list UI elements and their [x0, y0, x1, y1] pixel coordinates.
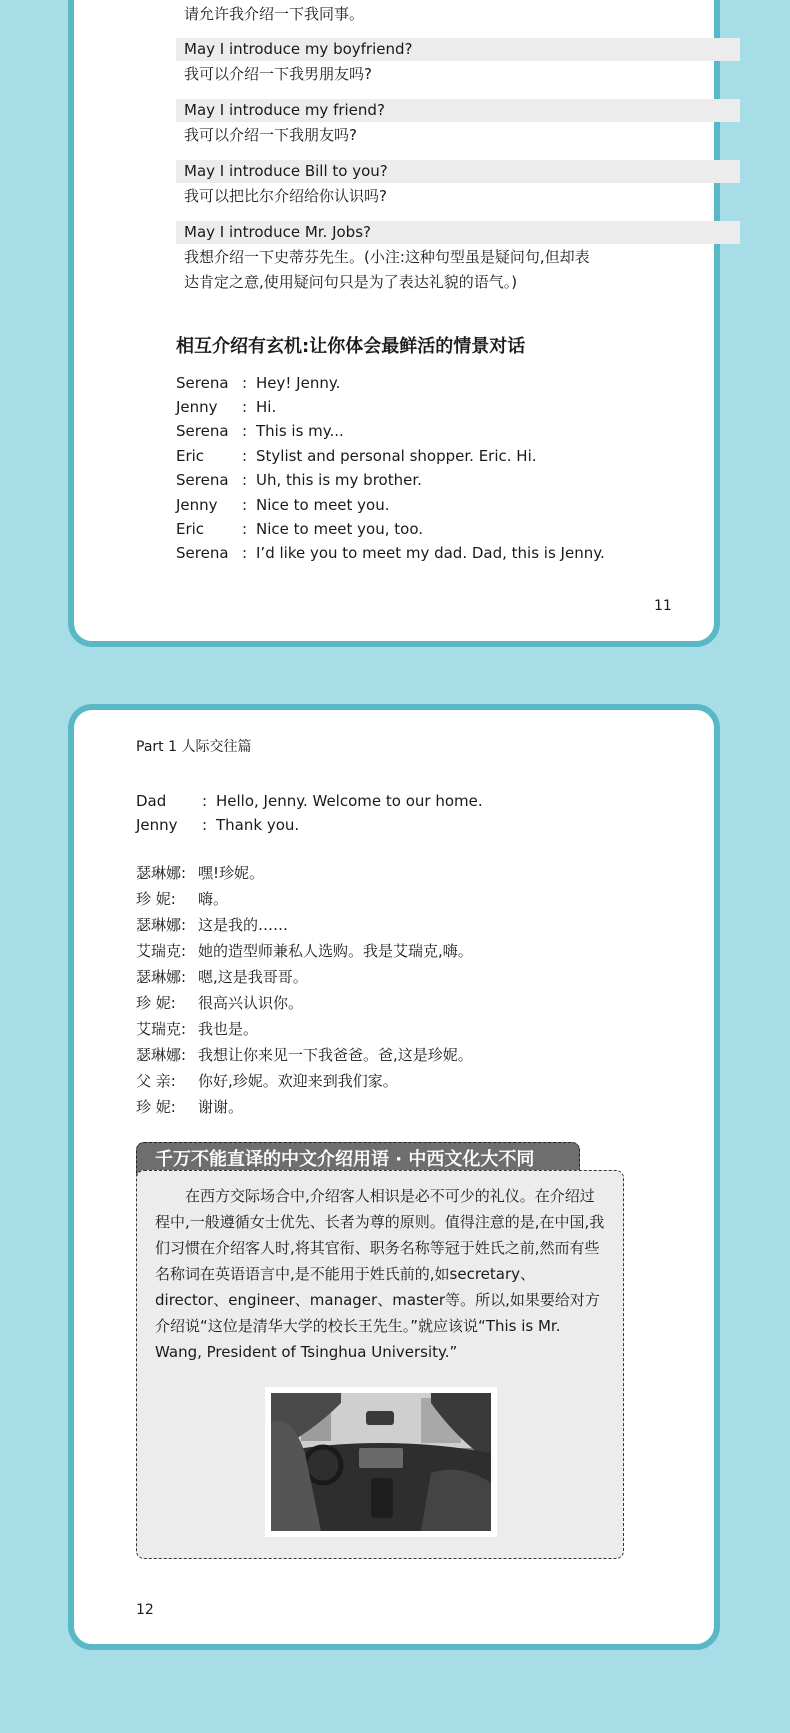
page-number: 11: [654, 598, 672, 614]
phrase-zh: 我可以把比尔介绍给你认识吗?: [184, 187, 387, 205]
page-number: 12: [136, 1602, 154, 1618]
colon: :: [242, 422, 248, 440]
colon: :: [202, 816, 208, 834]
line: Hey! Jenny.: [256, 374, 341, 392]
line: 我想让你来见一下我爸爸。爸,这是珍妮。: [198, 1046, 473, 1064]
speaker: Eric: [176, 520, 205, 538]
translation-row: [136, 1094, 243, 1120]
colon: :: [242, 496, 248, 514]
speaker: Serena: [176, 422, 229, 440]
phrase-en: May I introduce my friend?: [176, 99, 740, 122]
speaker: 艾瑞克:: [136, 1020, 187, 1038]
phrase-en: May I introduce Bill to you?: [176, 160, 740, 183]
line: I’d like you to meet my dad. Dad, this is Jenny.: [256, 544, 605, 562]
speaker: 瑟琳娜:: [136, 916, 187, 934]
translation-row: [136, 1042, 473, 1068]
photo-graphic: [271, 1393, 491, 1531]
speaker: Serena: [176, 471, 229, 489]
speaker: Serena: [176, 374, 229, 392]
phrase-zh: 我可以介绍一下我朋友吗?: [184, 126, 357, 144]
phrase-zh: 我可以介绍一下我男朋友吗?: [184, 65, 372, 83]
colon: :: [242, 374, 248, 392]
colon: :: [202, 792, 208, 810]
colon: :: [242, 398, 248, 416]
tip-title: 千万不能直译的中文介绍用语 · 中西文化大不同: [136, 1142, 580, 1176]
phrase-zh: 我想介绍一下史蒂芬先生。(小注:这种句型虽是疑问句,但却表: [184, 248, 590, 266]
line: 嗯,这是我哥哥。: [198, 968, 308, 986]
line: 嘿!珍妮。: [198, 864, 265, 882]
speaker: 瑟琳娜:: [136, 968, 187, 986]
phrase-en: May I introduce my boyfriend?: [176, 38, 740, 61]
line: Hi.: [256, 398, 277, 416]
line: This is my...: [256, 422, 344, 440]
line: Thank you.: [216, 816, 300, 834]
line: 嗨。: [198, 890, 229, 908]
speaker: 父 亲:: [136, 1072, 176, 1090]
translation-row: [136, 886, 228, 912]
line: 她的造型师兼私人选购。我是艾瑞克,嗨。: [198, 942, 473, 960]
speaker: 珍 妮:: [136, 1098, 176, 1116]
tip-paragraph: 在西方交际场合中,介绍客人相识是必不可少的礼仪。在介绍过程中,一般遵循女士优先、长者为尊的原则。值得注意的是,在中国,我们习惯在介绍客人时,将其官衔、职务名称等冠于姓氏之前,然而有些名称词在英语语言中,是不能用于姓氏前的,如secretary、director、engineer、manager、master等。所以,如果要给对方介绍说“这位是清华大学的校长王先生。”就应该说“This is Mr. Wang, President of Tsinghua University.”: [155, 1187, 605, 1361]
translation-row: [136, 990, 303, 1016]
speaker: 瑟琳娜:: [136, 864, 187, 882]
line: 你好,珍妮。欢迎来到我们家。: [198, 1072, 398, 1090]
translation-row: [136, 912, 288, 938]
speaker: Dad: [136, 792, 167, 810]
line: Uh, this is my brother.: [256, 471, 422, 489]
running-header: Part 1 人际交往篇: [136, 739, 252, 755]
car-interior-photo: [265, 1387, 497, 1537]
translation-row: [136, 964, 308, 990]
phrase-en: May I introduce Mr. Jobs?: [176, 221, 740, 244]
line: Hello, Jenny. Welcome to our home.: [216, 792, 483, 810]
page-11: [68, 0, 720, 647]
line: Stylist and personal shopper. Eric. Hi.: [256, 447, 537, 465]
speaker: Jenny: [136, 816, 178, 834]
line: 谢谢。: [198, 1098, 244, 1116]
line: 很高兴认识你。: [198, 994, 304, 1012]
line: Nice to meet you, too.: [256, 520, 424, 538]
speaker: Jenny: [176, 398, 218, 416]
line: 我也是。: [198, 1020, 259, 1038]
speaker: Eric: [176, 447, 205, 465]
speaker: 珍 妮:: [136, 994, 176, 1012]
translation-row: [136, 1016, 258, 1042]
translation-row: [136, 860, 264, 886]
colon: :: [242, 520, 248, 538]
page-12: [68, 704, 720, 1650]
translation-row: [136, 1068, 398, 1094]
line: 这是我的……: [198, 916, 289, 934]
speaker: 珍 妮:: [136, 890, 176, 908]
colon: :: [242, 544, 248, 562]
section-title: 相互介绍有玄机:让你体会最鲜活的情景对话: [176, 336, 526, 357]
tip-text: [155, 1183, 607, 1365]
tip-box: [136, 1170, 624, 1559]
speaker: Jenny: [176, 496, 218, 514]
phrase-zh-cont: 达肯定之意,使用疑问句只是为了表达礼貌的语气。): [184, 273, 518, 291]
translation-row: [136, 938, 473, 964]
speaker: 艾瑞克:: [136, 942, 187, 960]
intro-line: 请允许我介绍一下我同事。: [184, 5, 365, 23]
speaker: 瑟琳娜:: [136, 1046, 187, 1064]
colon: :: [242, 447, 248, 465]
colon: :: [242, 471, 248, 489]
speaker: Serena: [176, 544, 229, 562]
line: Nice to meet you.: [256, 496, 390, 514]
